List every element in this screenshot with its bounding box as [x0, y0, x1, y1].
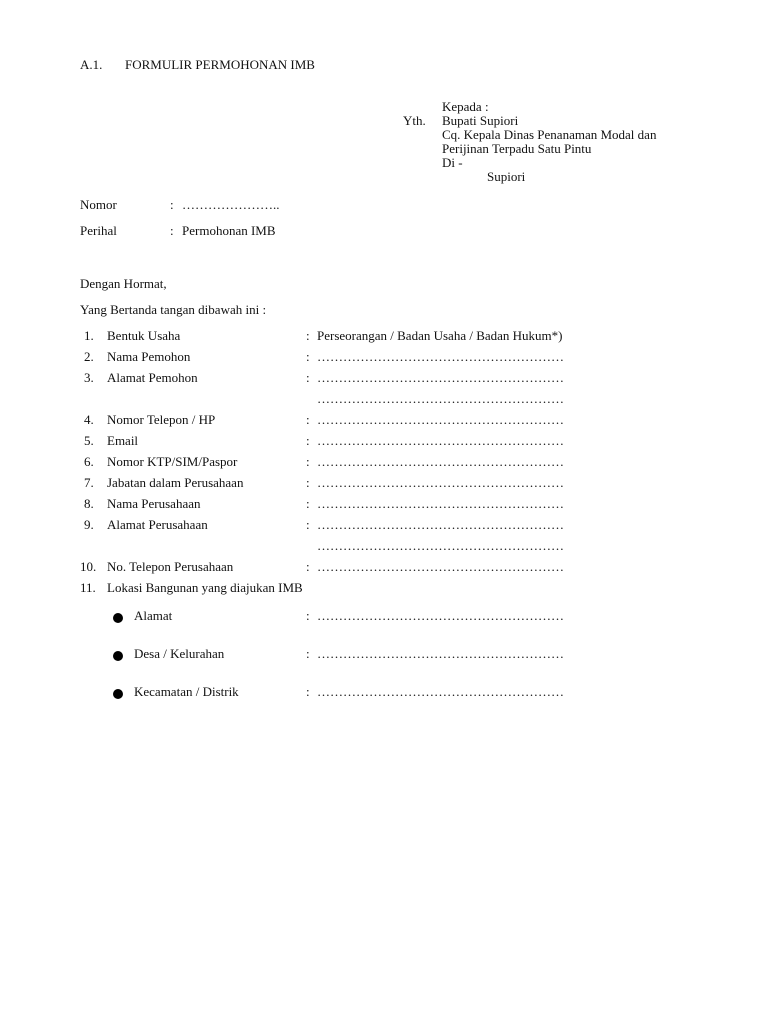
nomor-colon: :	[170, 197, 174, 212]
location-label-desa: Desa / Kelurahan	[134, 646, 225, 661]
bullet-icon	[113, 689, 123, 699]
item-label-nama-pemohon: Nama Pemohon	[107, 349, 191, 364]
item-number: 7.	[84, 475, 94, 490]
recipient-line-1: Bupati Supiori	[442, 113, 519, 128]
form-number: A.1.	[80, 57, 103, 72]
nomor-label: Nomor	[80, 197, 117, 212]
item-blank-ktp: …………………………………………………	[317, 454, 564, 469]
item-label-alamat-perusahaan: Alamat Perusahaan	[107, 517, 208, 532]
item-blank-nama-perusahaan: …………………………………………………	[317, 496, 564, 511]
bullet-icon	[113, 651, 123, 661]
item-number: 8.	[84, 496, 94, 511]
item-colon: :	[306, 496, 310, 511]
item-label-lokasi-bangunan: Lokasi Bangunan yang diajukan IMB	[107, 580, 303, 595]
item-colon: :	[306, 475, 310, 490]
bullet-icon	[113, 613, 123, 623]
item-blank-jabatan: …………………………………………………	[317, 475, 564, 490]
recipient-line-2: Cq. Kepala Dinas Penanaman Modal dan	[442, 127, 657, 142]
item-blank-email: …………………………………………………	[317, 433, 564, 448]
recipient-yth: Yth.	[403, 113, 426, 128]
location-label-alamat: Alamat	[134, 608, 173, 623]
item-colon: :	[306, 433, 310, 448]
recipient-kepada: Kepada :	[442, 99, 489, 114]
location-label-kecamatan: Kecamatan / Distrik	[134, 684, 239, 699]
item-label-telepon-perusahaan: No. Telepon Perusahaan	[107, 559, 234, 574]
item-number: 3.	[84, 370, 94, 385]
item-label-nama-perusahaan: Nama Perusahaan	[107, 496, 201, 511]
item-number: 9.	[84, 517, 94, 532]
item-blank-alamat-perusahaan-2: …………………………………………………	[317, 538, 564, 553]
item-label-jabatan: Jabatan dalam Perusahaan	[107, 475, 244, 490]
item-blank-alamat-pemohon: …………………………………………………	[317, 370, 564, 385]
item-number: 2.	[84, 349, 94, 364]
location-colon: :	[306, 684, 310, 699]
item-colon: :	[306, 349, 310, 364]
recipient-line-3: Perijinan Terpadu Satu Pintu	[442, 141, 592, 156]
location-colon: :	[306, 646, 310, 661]
item-colon: :	[306, 517, 310, 532]
perihal-value: Permohonan IMB	[182, 223, 276, 238]
recipient-line-5: Supiori	[487, 169, 526, 184]
item-colon: :	[306, 559, 310, 574]
item-blank-nama-pemohon: …………………………………………………	[317, 349, 564, 364]
item-label-bentuk-usaha: Bentuk Usaha	[107, 328, 181, 343]
nomor-value: …………………..	[182, 197, 280, 212]
item-blank-alamat-perusahaan: …………………………………………………	[317, 517, 564, 532]
item-label-nomor-telepon: Nomor Telepon / HP	[107, 412, 216, 427]
item-value-bentuk-usaha: Perseorangan / Badan Usaha / Badan Hukum*)	[317, 328, 563, 343]
item-blank-nomor-telepon: …………………………………………………	[317, 412, 564, 427]
perihal-label: Perihal	[80, 223, 117, 238]
item-colon: :	[306, 412, 310, 427]
recipient-line-4: Di -	[442, 155, 463, 170]
intro-text: Yang Bertanda tangan dibawah ini :	[80, 302, 267, 317]
item-label-alamat-pemohon: Alamat Pemohon	[107, 370, 198, 385]
location-blank-desa: …………………………………………………	[317, 646, 564, 661]
item-label-email: Email	[107, 433, 139, 448]
item-blank-alamat-pemohon-2: …………………………………………………	[317, 391, 564, 406]
location-blank-kecamatan: …………………………………………………	[317, 684, 564, 699]
form-title: FORMULIR PERMOHONAN IMB	[125, 57, 315, 72]
perihal-colon: :	[170, 223, 174, 238]
item-number: 11.	[80, 580, 96, 595]
item-number: 10.	[80, 559, 97, 574]
item-number: 1.	[84, 328, 94, 343]
item-number: 5.	[84, 433, 94, 448]
item-colon: :	[306, 370, 310, 385]
location-blank-alamat: …………………………………………………	[317, 608, 564, 623]
item-label-ktp: Nomor KTP/SIM/Paspor	[107, 454, 238, 469]
item-blank-telepon-perusahaan: …………………………………………………	[317, 559, 564, 574]
item-colon: :	[306, 328, 310, 343]
location-colon: :	[306, 608, 310, 623]
item-colon: :	[306, 454, 310, 469]
item-number: 6.	[84, 454, 94, 469]
item-number: 4.	[84, 412, 94, 427]
salutation: Dengan Hormat,	[80, 276, 167, 291]
